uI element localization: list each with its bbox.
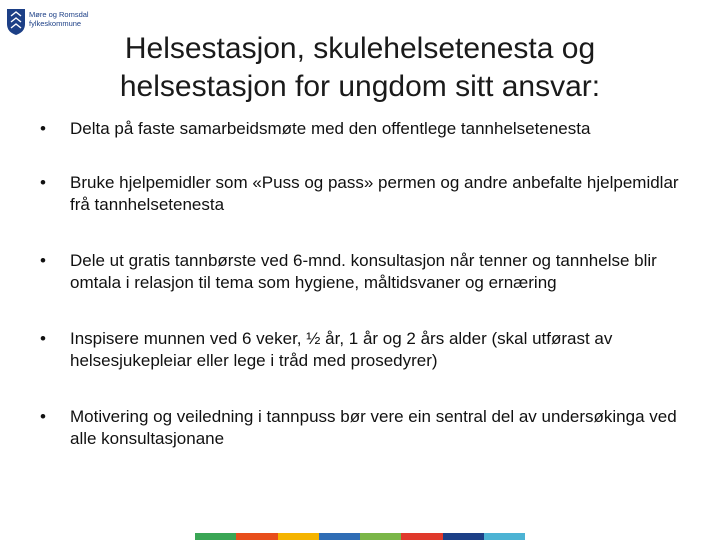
footer-color-segment — [278, 533, 319, 540]
slide-title — [0, 30, 720, 106]
footer-color-segment — [401, 533, 442, 540]
footer-color-segment — [236, 533, 277, 540]
bullet-item: • Inspisere munnen ved 6 veker, ½ år, 1 år og 2 års alder (skal utførast av helsesjukepleiar eller lege i tråd med prosedyrer) — [40, 328, 700, 372]
bullet-item: • Dele ut gratis tannbørste ved 6-mnd. konsultasjon når tenner og tannhelse blir omtala i relasjon til tema som hygiene, måltidsvaner og ernæring — [40, 250, 700, 294]
logo-text — [29, 10, 89, 28]
logo-line-2: fylkeskommune — [29, 19, 82, 28]
footer-color-segment — [195, 533, 236, 540]
title-line-2: helsestasjon for ungdom sitt ansvar: — [119, 70, 601, 103]
footer-color-segment — [443, 533, 484, 540]
footer-color-segment — [484, 533, 525, 540]
footer-color-bar — [195, 533, 525, 540]
bullet-item: • Delta på faste samarbeidsmøte med den offentlege tannhelsetenesta — [40, 118, 700, 140]
footer-color-segment — [319, 533, 360, 540]
bullet-list — [40, 118, 700, 450]
title-line-1: Helsestasjon, skulehelsetenesta og — [124, 32, 596, 65]
footer-color-segment — [360, 533, 401, 540]
bullet-item: • Motivering og veiledning i tannpuss bør vere ein sentral del av undersøkinga ved alle konsultasjonane — [40, 406, 700, 450]
logo-line-1: Møre og Romsdal — [29, 10, 89, 19]
bullet-item: • Bruke hjelpemidler som «Puss og pass» permen og andre anbefalte hjelpemidlar frå tannhelsetenesta — [40, 172, 700, 216]
